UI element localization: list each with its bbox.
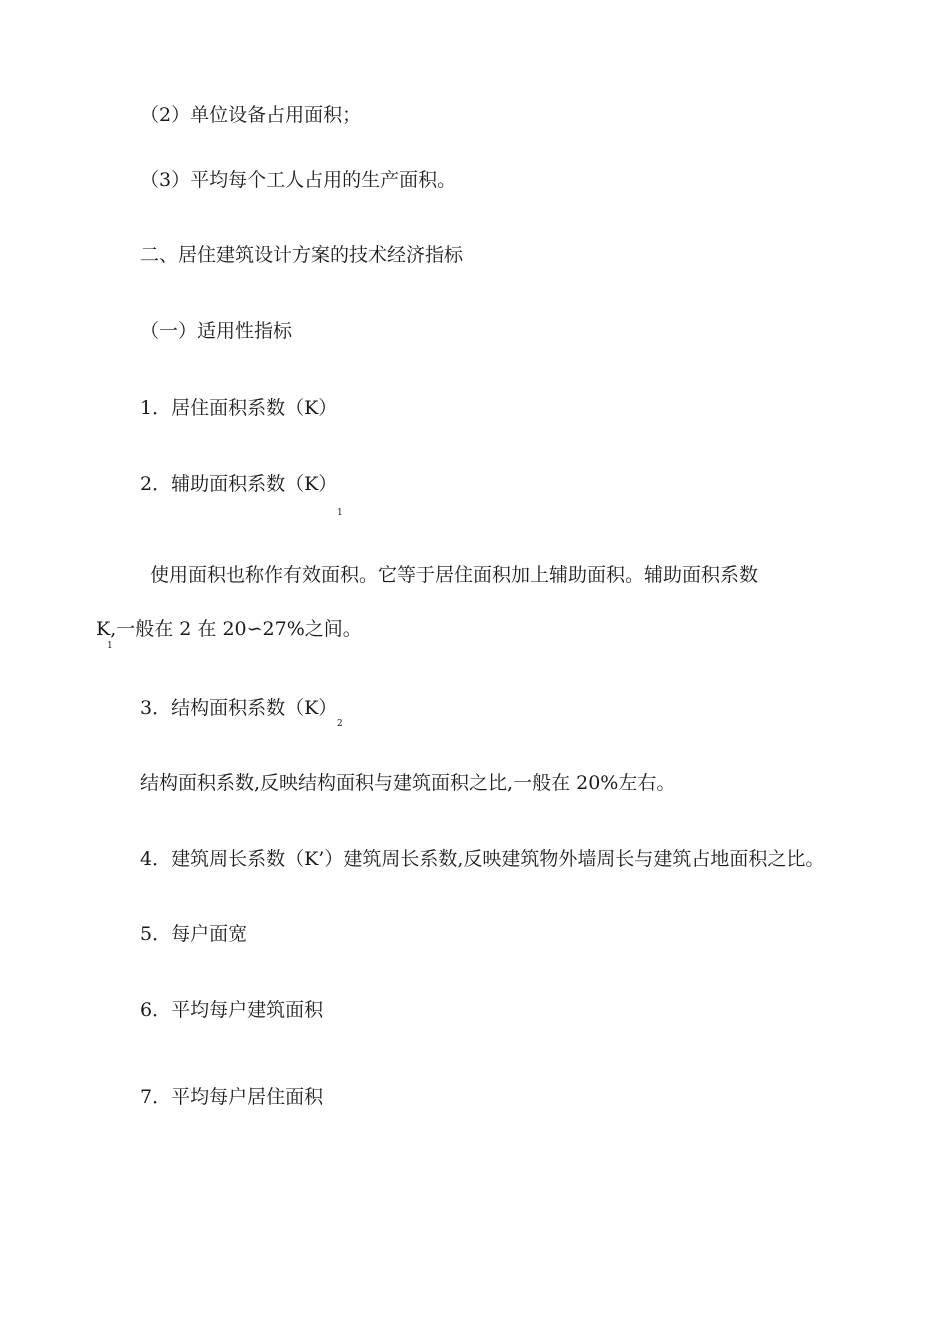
subsection-heading-applicability: （一）适用性指标	[140, 320, 293, 342]
item-avg-worker-area: （3）平均每个工人占用的生产面积。	[140, 169, 457, 191]
item-unit-equipment-area: （2）单位设备占用面积；	[140, 104, 362, 126]
subscript-aux-coefficient: 1	[337, 508, 343, 518]
subscript-k1: 1	[107, 641, 113, 651]
item-unit-frontage: 5．每户面宽	[140, 923, 248, 945]
paragraph-usable-area-cont: K,一般在 2 在 20∽27%之间。	[96, 618, 362, 640]
item-building-perimeter-coefficient: 4．建筑周长系数（K’）建筑周长系数,反映建筑物外墙周长与建筑占地面积之比。	[140, 848, 825, 870]
paragraph-usable-area: 使用面积也称作有效面积。它等于居住面积加上辅助面积。辅助面积系数	[150, 564, 759, 586]
item-avg-building-area-per-unit: 6．平均每户建筑面积	[140, 999, 324, 1021]
item-auxiliary-area-coefficient: 2．辅助面积系数（K）	[140, 473, 338, 495]
item-structural-area-coefficient: 3．结构面积系数（K）	[140, 697, 338, 719]
item-living-area-coefficient: 1．居住面积系数（K）	[140, 397, 338, 419]
section-heading-residential: 二、居住建筑设计方案的技术经济指标	[140, 244, 464, 266]
item-avg-living-area-per-unit: 7．平均每户居住面积	[140, 1086, 324, 1108]
subscript-structural-coefficient: 2	[337, 719, 343, 729]
paragraph-structural-area: 结构面积系数,反映结构面积与建筑面积之比,一般在 20%左右。	[140, 772, 676, 794]
